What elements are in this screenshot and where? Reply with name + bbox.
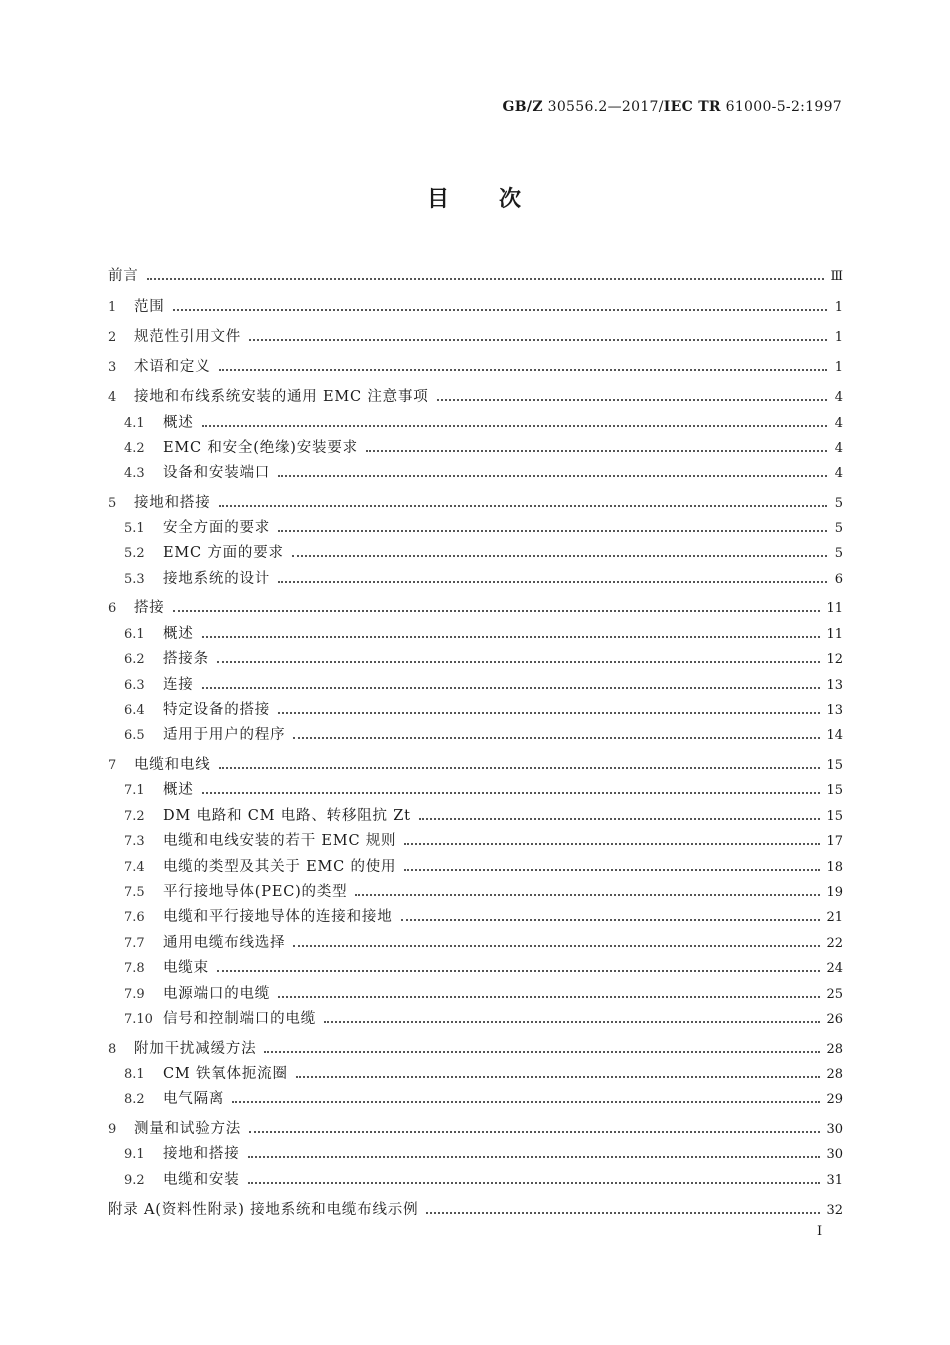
toc-entry[interactable] (124, 411, 843, 433)
toc-entry[interactable] (124, 982, 843, 1004)
toc-entry-number: 7.10 (124, 1012, 153, 1027)
toc-entry-number: 7.8 (124, 961, 145, 976)
toc-entry-number: 9 (108, 1122, 117, 1137)
toc-entry[interactable] (108, 1198, 843, 1220)
toc-leader-dots (202, 686, 821, 689)
page-number: I (817, 1224, 823, 1239)
toc-entry-number: 7.3 (124, 834, 145, 849)
toc-entry[interactable] (124, 436, 843, 458)
toc-entry-number: 6.3 (124, 678, 145, 693)
toc-entry-label: 附加干扰减缓方法 (134, 1041, 257, 1057)
toc-entry-number: 5.3 (124, 572, 145, 587)
toc-entry[interactable] (108, 264, 843, 286)
toc-leader-dots (202, 424, 827, 427)
toc-entry[interactable] (124, 647, 843, 669)
toc-entry-page: 32 (826, 1203, 843, 1218)
toc-entry-page: 25 (826, 987, 843, 1002)
toc-entry-label: 平行接地导体(PEC)的类型 (163, 884, 348, 900)
toc-leader-dots (426, 1211, 820, 1214)
toc-entry[interactable] (108, 596, 843, 618)
toc-entry-number: 6.4 (124, 703, 145, 718)
toc-entry-page: 18 (826, 860, 843, 875)
toc-entry-number: 7 (108, 758, 117, 773)
toc-leader-dots (264, 1050, 820, 1053)
toc-entry-label: 概述 (163, 782, 194, 798)
toc-entry-number: 4 (108, 390, 117, 405)
toc-leader-dots (278, 529, 827, 532)
toc-entry-number: 4.3 (124, 466, 145, 481)
toc-entry[interactable] (124, 804, 843, 826)
standard-id-bold: GB/Z (502, 99, 543, 115)
toc-leader-dots (324, 1020, 820, 1023)
toc-entry-number: 6 (108, 601, 117, 616)
toc-entry-label: 通用电缆布线选择 (163, 935, 286, 951)
toc-leader-dots (249, 1130, 820, 1133)
toc-leader-dots (419, 817, 821, 820)
toc-entry-label: 电缆和安装 (163, 1172, 240, 1188)
toc-entry-label: 前言 (108, 268, 139, 284)
toc-entry-label: 规范性引用文件 (134, 329, 242, 345)
toc-entry-label: 适用于用户的程序 (163, 727, 286, 743)
toc-entry-label: DM 电路和 CM 电路、转移阻抗 Zt (163, 808, 411, 824)
toc-entry-number: 9.1 (124, 1147, 145, 1162)
toc-leader-dots (219, 368, 828, 371)
toc-entry-label: 电气隔离 (163, 1091, 225, 1107)
toc-entry-label: 附录 A(资料性附录) 接地系统和电缆布线示例 (108, 1202, 419, 1218)
toc-leader-dots (217, 660, 821, 663)
toc-entry-label: 电缆和电线安装的若干 EMC 规则 (163, 833, 397, 849)
toc-entry-page: 21 (826, 910, 843, 925)
toc-entry-label: 设备和安装端口 (163, 465, 271, 481)
toc-entry[interactable] (124, 855, 843, 877)
toc-entry[interactable] (124, 1168, 843, 1190)
toc-entry-number: 7.6 (124, 910, 145, 925)
toc-entry-page: 15 (826, 809, 843, 824)
toc-leader-dots (249, 338, 827, 341)
toc-entry-page: 13 (826, 678, 843, 693)
toc-entry-number: 5.2 (124, 546, 145, 561)
toc-entry[interactable] (124, 461, 843, 483)
toc-entry-number: 7.1 (124, 783, 145, 798)
toc-entry-number: 7.5 (124, 885, 145, 900)
toc-entry[interactable] (124, 622, 843, 644)
toc-entry-number: 4.1 (124, 416, 145, 431)
toc-entry-number: 1 (108, 300, 117, 315)
toc-leader-dots (296, 1075, 821, 1078)
toc-entry-number: 6.5 (124, 728, 145, 743)
toc-entry[interactable] (124, 723, 843, 745)
toc-entry[interactable] (108, 325, 843, 347)
toc-entry-page: 1 (834, 330, 843, 345)
toc-entry-page: 6 (834, 572, 843, 587)
toc-leader-dots (293, 736, 820, 739)
toc-entry-label: 信号和控制端口的电缆 (163, 1011, 316, 1027)
toc-entry-page: 11 (826, 601, 843, 616)
toc-entry-label: 测量和试验方法 (134, 1121, 242, 1137)
toc-entry[interactable] (108, 385, 843, 407)
toc-entry-label: 连接 (163, 677, 194, 693)
toc-entry-label: 接地和布线系统安装的通用 EMC 注意事项 (134, 389, 429, 405)
title-char-1: 目 (426, 186, 451, 212)
toc-entry-page: 30 (826, 1122, 843, 1137)
toc-entry[interactable] (124, 905, 843, 927)
toc-leader-dots (147, 277, 825, 280)
toc-entry-label: 安全方面的要求 (163, 520, 271, 536)
toc-entry[interactable] (124, 778, 843, 800)
toc-entry[interactable] (124, 567, 843, 589)
standard-header (503, 99, 842, 115)
toc-entry-number: 4.2 (124, 441, 145, 456)
toc-leader-dots (219, 504, 828, 507)
toc-entry-label: 术语和定义 (134, 359, 211, 375)
toc-entry-label: 概述 (163, 626, 194, 642)
toc-entry-label: 电缆和平行接地导体的连接和接地 (163, 909, 393, 925)
toc-entry[interactable] (108, 295, 843, 317)
toc-leader-dots (202, 635, 821, 638)
toc-entry-page: 5 (834, 546, 843, 561)
toc-entry-number: 6.2 (124, 652, 145, 667)
toc-entry-page: 17 (826, 834, 843, 849)
toc-entry[interactable] (124, 541, 843, 563)
toc-entry-page: 5 (834, 521, 843, 536)
toc-leader-dots (437, 398, 827, 401)
toc-leader-dots (217, 969, 821, 972)
toc-entry[interactable] (124, 880, 843, 902)
toc-entry-page: 4 (834, 390, 843, 405)
toc-entry[interactable] (124, 1087, 843, 1109)
toc-entry-number: 7.7 (124, 936, 145, 951)
toc-leader-dots (278, 995, 820, 998)
toc-entry-label: 接地系统的设计 (163, 571, 271, 587)
toc-entry-number: 5.1 (124, 521, 145, 536)
toc-entry-number: 3 (108, 360, 117, 375)
page-title (0, 182, 950, 213)
iec-id-bold: IEC TR (663, 99, 721, 115)
toc-entry[interactable] (124, 673, 843, 695)
toc-entry-page: 1 (834, 360, 843, 375)
toc-leader-dots (248, 1181, 821, 1184)
toc-entry-number: 7.9 (124, 987, 145, 1002)
toc-leader-dots (248, 1155, 821, 1158)
standard-id-number: 30556.2—2017/ (547, 99, 664, 115)
toc-leader-dots (202, 791, 821, 794)
toc-entry-label: 电源端口的电缆 (163, 986, 271, 1002)
toc-entry[interactable] (124, 516, 843, 538)
toc-entry-page: 4 (834, 466, 843, 481)
title-char-2: 次 (499, 186, 524, 212)
toc-leader-dots (404, 842, 820, 845)
toc-leader-dots (401, 918, 821, 921)
toc-entry[interactable] (124, 956, 843, 978)
toc-entry-number: 8.1 (124, 1067, 145, 1082)
toc-entry-page: 4 (834, 416, 843, 431)
toc-entry-label: 搭接 (134, 600, 165, 616)
toc-entry-page: 14 (826, 728, 843, 743)
toc-entry-page: 1 (834, 300, 843, 315)
iec-id-number: 61000-5-2:1997 (725, 99, 842, 115)
toc-entry-page: 11 (826, 627, 843, 642)
toc-leader-dots (404, 868, 820, 871)
toc-entry-page: 13 (826, 703, 843, 718)
toc-entry-label: 电缆的类型及其关于 EMC 的使用 (163, 859, 397, 875)
toc-entry-page: 31 (826, 1173, 843, 1188)
toc-entry-label: 概述 (163, 415, 194, 431)
toc-entry-label: 电缆束 (163, 960, 209, 976)
toc-entry[interactable] (124, 698, 843, 720)
toc-entry-label: 搭接条 (163, 651, 209, 667)
toc-entry-page: 15 (826, 783, 843, 798)
toc-entry-page: Ⅲ (830, 269, 843, 284)
toc-entry-page: 12 (826, 652, 843, 667)
toc-entry-label: EMC 方面的要求 (163, 545, 284, 561)
toc-leader-dots (173, 308, 827, 311)
toc-leader-dots (173, 609, 821, 612)
toc-entry-number: 8 (108, 1042, 117, 1057)
toc-entry-page: 24 (826, 961, 843, 976)
toc-leader-dots (293, 944, 820, 947)
toc-entry-page: 30 (826, 1147, 843, 1162)
toc-entry[interactable] (108, 491, 843, 513)
toc-entry-page: 15 (826, 758, 843, 773)
toc-entry-label: 接地和搭接 (134, 495, 211, 511)
toc-entry-number: 5 (108, 496, 117, 511)
toc-entry-page: 5 (834, 496, 843, 511)
toc-leader-dots (278, 474, 827, 477)
toc-entry-number: 6.1 (124, 627, 145, 642)
toc-entry[interactable] (124, 1062, 843, 1084)
toc-leader-dots (366, 449, 827, 452)
toc-entry-number: 8.2 (124, 1092, 145, 1107)
toc-entry-label: 范围 (134, 299, 165, 315)
toc-leader-dots (355, 893, 820, 896)
toc-leader-dots (219, 766, 821, 769)
toc-leader-dots (278, 711, 820, 714)
toc-entry-number: 9.2 (124, 1173, 145, 1188)
toc-leader-dots (232, 1100, 820, 1103)
toc-entry-number: 7.2 (124, 809, 145, 824)
toc-entry-number: 7.4 (124, 860, 145, 875)
toc-entry-label: 特定设备的搭接 (163, 702, 271, 718)
toc-entry[interactable] (108, 355, 843, 377)
toc-entry-page: 19 (826, 885, 843, 900)
toc-entry[interactable] (108, 1037, 843, 1059)
toc-entry[interactable] (124, 931, 843, 953)
toc-leader-dots (278, 580, 827, 583)
toc-entry-page: 22 (826, 936, 843, 951)
toc-entry[interactable] (124, 1007, 843, 1029)
toc-entry-page: 28 (826, 1042, 843, 1057)
toc-entry-label: CM 铁氧体扼流圈 (163, 1066, 288, 1082)
toc-entry[interactable] (124, 1142, 843, 1164)
toc-leader-dots (292, 554, 827, 557)
toc-entry-number: 2 (108, 330, 117, 345)
toc-entry[interactable] (108, 1117, 843, 1139)
toc-entry-page: 29 (826, 1092, 843, 1107)
toc-entry[interactable] (124, 829, 843, 851)
toc-entry-page: 4 (834, 441, 843, 456)
toc-entry-page: 26 (826, 1012, 843, 1027)
toc-entry-label: EMC 和安全(绝缘)安装要求 (163, 440, 358, 456)
toc-entry-page: 28 (826, 1067, 843, 1082)
toc-entry[interactable] (108, 753, 843, 775)
toc-entry-label: 电缆和电线 (134, 757, 211, 773)
toc-entry-label: 接地和搭接 (163, 1146, 240, 1162)
